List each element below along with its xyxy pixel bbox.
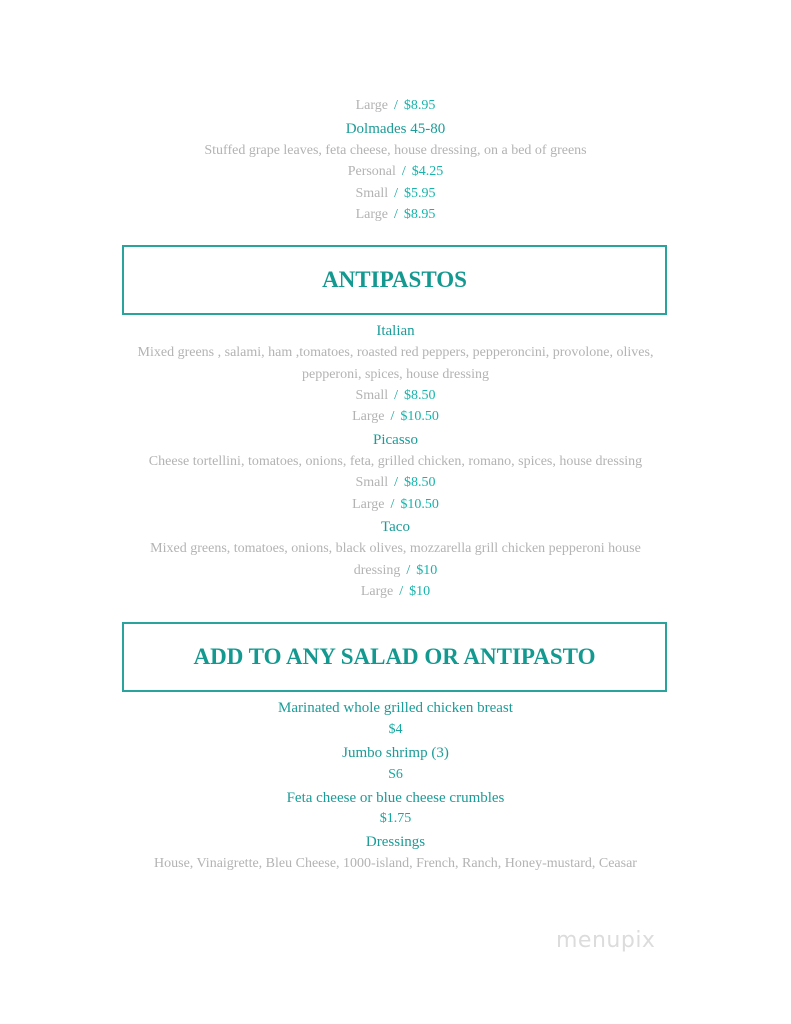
addon-price: S6 [388, 767, 403, 782]
item-name-dolmades: Dolmades 45-80 [345, 121, 446, 137]
size-label: Large [355, 207, 388, 222]
size-price-row [0, 408, 791, 426]
price-label: $4.25 [411, 164, 444, 179]
item-description-dolmades: Stuffed grape leaves, feta cheese, house dressing, on a bed of greens [204, 143, 587, 158]
size-label: Large [352, 409, 385, 424]
section-header-antipastos [122, 245, 667, 315]
item-description-taco: Mixed greens, tomatoes, onions, black olives, mozzarella grill chicken pepperoni house [150, 541, 641, 556]
size-label: Large [355, 98, 388, 113]
description-text: dressing [353, 563, 401, 578]
size-label: Small [355, 475, 389, 490]
price-label: $5.95 [404, 186, 436, 201]
section-title: ADD TO ANY SALAD OR ANTIPASTO [193, 644, 596, 669]
price-label: $10.50 [400, 409, 439, 424]
separator: / [394, 98, 398, 113]
item-description-italian-cont: pepperoni, spices, house dressing [301, 367, 490, 382]
item-name-taco: Taco [381, 519, 410, 535]
size-price-row [0, 206, 791, 224]
separator: / [390, 409, 395, 424]
item-name-italian: Italian [376, 323, 415, 339]
size-price-row [0, 387, 791, 405]
size-price-row [0, 185, 791, 203]
separator: / [399, 584, 404, 599]
separator: / [394, 207, 398, 222]
dressings-title: Dressings [365, 834, 426, 850]
addon-name: Feta cheese or blue cheese crumbles [286, 790, 505, 806]
separator: / [406, 563, 411, 578]
price-label: $8.95 [403, 207, 436, 222]
item-description-taco-cont [0, 562, 791, 580]
size-price-row [0, 583, 791, 601]
separator: / [394, 475, 399, 490]
size-price-row [0, 97, 791, 115]
separator: / [394, 186, 399, 201]
size-label: Personal [347, 164, 396, 179]
item-name-picasso: Picasso [373, 432, 418, 448]
separator: / [390, 497, 395, 512]
price-label: $10 [409, 584, 431, 599]
size-label: Small [355, 388, 389, 403]
menupix-watermark: menupix [556, 928, 656, 953]
addon-price: $4 [388, 722, 403, 737]
price-label: $8.95 [403, 98, 436, 113]
dressings-list: House, Vinaigrette, Bleu Cheese, 1000-island, French, Ranch, Honey-mustard, Ceasar [154, 856, 637, 871]
size-price-row [0, 474, 791, 492]
addon-name: Jumbo shrimp (3) [342, 745, 449, 761]
section-header-add-ons [122, 622, 667, 692]
size-price-row [0, 496, 791, 514]
addon-name: Marinated whole grilled chicken breast [278, 700, 513, 716]
price-label: $8.50 [404, 475, 436, 490]
separator: / [401, 164, 406, 179]
price-label: $8.50 [404, 388, 436, 403]
price-label: $10.50 [400, 497, 439, 512]
item-description-picasso: Cheese tortellini, tomatoes, onions, feta, grilled chicken, romano, spices, house dressing [148, 454, 643, 469]
price-label: $10 [416, 563, 438, 578]
size-label: Large [360, 584, 394, 599]
section-title: ANTIPASTOS [322, 267, 467, 292]
addon-price: $1.75 [379, 811, 412, 826]
separator: / [394, 388, 399, 403]
size-label: Large [352, 497, 385, 512]
size-label: Small [355, 186, 389, 201]
item-description-italian: Mixed greens , salami, ham ,tomatoes, roasted red peppers, pepperoncini, provolone, olives, [137, 345, 654, 360]
size-price-row [0, 163, 791, 181]
